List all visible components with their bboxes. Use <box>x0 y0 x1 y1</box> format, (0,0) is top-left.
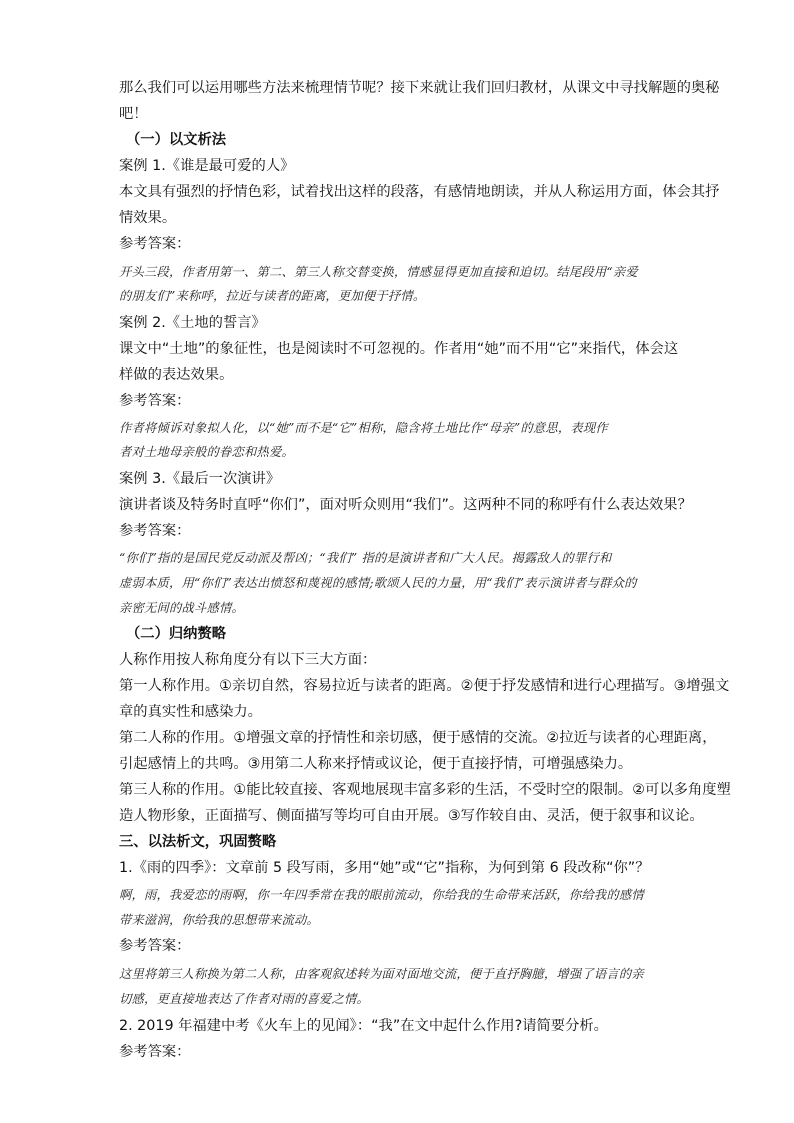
answer-line: 开头三段，作者用第一、第二、第三人称交替变换，情感显得更加直接和迫切。结尾段用“亲爱 <box>119 265 638 279</box>
section-heading-three: 三、以法析文，巩固赘略 <box>119 834 277 850</box>
body-line: 第二人称的作用。①增强文章的抒情性和亲切感，便于感情的交流。②拉近与读者的心理距离， <box>119 730 717 746</box>
intro-line-2: 吧！ <box>119 106 148 122</box>
answer-label: 参考答案： <box>119 393 191 409</box>
answer-label: 参考答案： <box>119 523 191 539</box>
case-question-line: 演讲者谈及特务时直呼“你们”，面对听众则用“我们”。这两种不同的称呼有什么表达效果？ <box>119 497 692 513</box>
body-line: 第三人称的作用。①能比较直接、客观地展现丰富多彩的生活，不受时空的限制。②可以多角度塑 <box>119 782 731 798</box>
section-heading-two: （二）归纳赘略 <box>126 626 227 642</box>
case-question-line: 样做的表达效果。 <box>119 367 234 383</box>
section-heading-one: （一）以文析法 <box>126 132 227 148</box>
answer-line: 虚弱本质，用“你们”表达出愤怒和蔑视的感情;歌颂人民的力量，用“我们”表示演讲者与群众的 <box>119 576 637 590</box>
case-question-line: 课文中“土地”的象征性，也是阅读时不可忽视的。作者用“她”而不用“它”来指代，体会这 <box>119 341 679 357</box>
intro-line-1: 那么我们可以运用哪些方法来梳理情节呢？接下来就让我们回归教材，从课文中寻找解题的奥秘 <box>119 80 720 96</box>
case-question-line: 情效果。 <box>119 210 177 226</box>
answer-line: 这里将第三人称换为第二人称，由客观叙述转为面对面地交流，便于直抒胸臆，增强了语言的亲 <box>119 967 644 981</box>
question-line: 2. 2019 年福建中考《火车上的见闻》：“我”在文中起什么作用?请简要分析。 <box>119 1018 608 1034</box>
body-line: 第一人称作用。①亲切自然，容易拉近与读者的距离。②便于抒发感情和进行心理描写。③增强文 <box>119 678 730 694</box>
answer-line: 作者将倾诉对象拟人化，以“她”而不是“它”相称，隐含将土地比作“母亲”的意思，表现作 <box>119 421 608 435</box>
quote-line: 啊，雨，我爱恋的雨啊，你一年四季常在我的眼前流动，你给我的生命带来活跃，你给我的感情 <box>119 888 644 902</box>
answer-label: 参考答案： <box>119 1044 191 1060</box>
case-title: 案例 3.《最后一次演讲》 <box>119 471 281 487</box>
question-line: 1.《雨的四季》：文章前 5 段写雨，多用“她”或“它”指称，为何到第 6 段改称“你”？ <box>119 860 650 876</box>
quote-line: 带来滋润，你给我的思想带来流动。 <box>119 913 319 927</box>
case-question-line: 本文具有强烈的抒情色彩，试着找出这样的段落，有感情地朗读，并从人称运用方面，体会其抒 <box>119 184 720 200</box>
answer-line: 亲密无间的战斗感情。 <box>119 601 244 615</box>
case-title: 案例 2.《土地的誓言》 <box>119 315 266 331</box>
answer-line: “你们”指的是国民党反动派及帮凶；“我们” 指的是演讲者和广大人民。揭露敌人的罪行和 <box>119 551 612 565</box>
body-line: 章的真实性和感染力。 <box>119 704 262 720</box>
body-line: 人称作用按人称角度分有以下三大方面： <box>119 652 377 668</box>
answer-line: 切感，更直接地表达了作者对雨的喜爱之情。 <box>119 992 369 1006</box>
answer-line: 的朋友们”来称呼，拉近与读者的距离，更加便于抒情。 <box>119 289 426 303</box>
answer-line: 者对土地母亲般的眷恋和热爱。 <box>119 445 294 459</box>
body-line: 引起感情上的共鸣。③用第二人称来抒情或议论，便于直接抒情，可增强感染力。 <box>119 756 633 772</box>
answer-label: 参考答案： <box>119 236 191 252</box>
body-line: 造人物形象，正面描写、侧面描写等均可自由开展。③写作较自由、灵活，便于叙事和议论。 <box>119 808 704 824</box>
answer-label: 参考答案： <box>119 938 191 954</box>
case-title: 案例 1.《谁是最可爱的人》 <box>119 158 295 174</box>
